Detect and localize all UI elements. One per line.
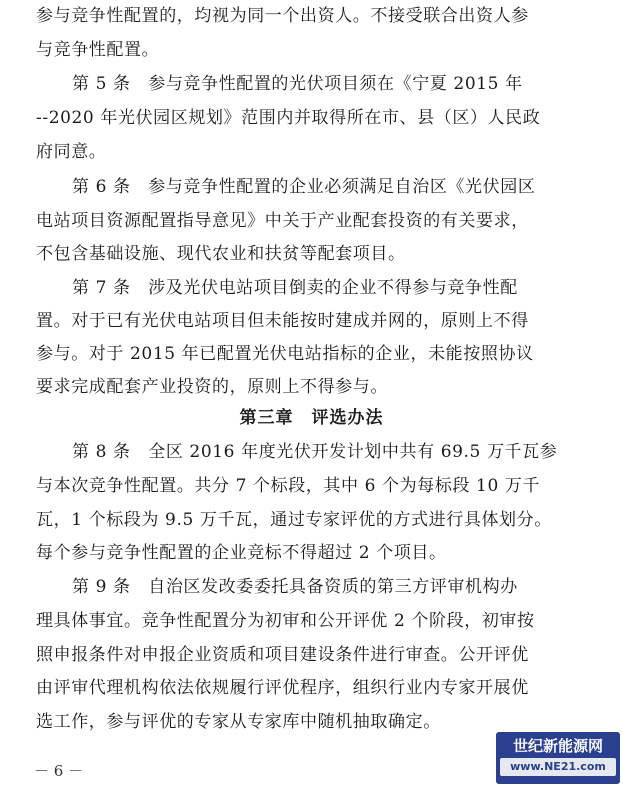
- article-8-line: 第 8 条 全区 2016 年度光伏开发计划中共有 69.5 万千瓦参: [72, 442, 558, 462]
- body-text-line: 电站项目资源配置指导意见》中关于产业配套投资的有关要求，: [36, 211, 529, 231]
- body-text-line: 府同意。: [36, 142, 107, 162]
- body-text-line: 每个参与竞争性配置的企业竞标不得超过 2 个项目。: [36, 543, 447, 563]
- watermark-title: 世纪新能源网: [512, 737, 603, 755]
- site-watermark-logo: [496, 732, 620, 784]
- body-text-line: 理具体事宜。竞争性配置分为初审和公开评优 2 个阶段，初审按: [36, 611, 535, 631]
- article-7-line: 第 7 条 涉及光伏电站项目倒卖的企业不得参与竞争性配: [72, 278, 518, 298]
- article-9-line: 第 9 条 自治区发改委委托具备资质的第三方评审机构办: [72, 577, 518, 597]
- body-text-line: 照申报条件对申报企业资质和项目建设条件进行审查。公开评优: [36, 645, 529, 665]
- article-5-line: 第 5 条 参与竞争性配置的光伏项目须在《宁夏 2015 年: [72, 74, 523, 94]
- body-text-line: 不包含基础设施、现代农业和扶贫等配套项目。: [36, 244, 406, 264]
- article-6-line: 第 6 条 参与竞争性配置的企业必须满足自治区《光伏园区: [72, 177, 536, 197]
- body-text-line: 参与竞争性配置的，均视为同一个出资人。不接受联合出资人参: [36, 6, 529, 26]
- body-text-line: 选工作，参与评优的专家从专家库中随机抽取确定。: [36, 712, 441, 732]
- body-text-line: 与本次竞争性配置。共分 7 个标段，其中 6 个为每标段 10 万千: [36, 476, 541, 496]
- watermark-url: www.NE21.com: [500, 758, 616, 776]
- body-text-line: 由评审代理机构依法依规履行评优程序，组织行业内专家开展优: [36, 678, 529, 698]
- chapter-heading: 第三章 评选办法: [239, 408, 384, 428]
- page-number: － 6 －: [34, 762, 84, 780]
- body-text-line: --2020 年光伏园区规划》范围内并取得所在市、县（区）人民政: [36, 108, 541, 128]
- body-text-line: 要求完成配套产业投资的，原则上不得参与。: [36, 377, 388, 397]
- body-text-line: 瓦，1 个标段为 9.5 万千瓦，通过专家评优的方式进行具体划分。: [36, 510, 552, 530]
- body-text-line: 置。对于已有光伏电站项目但未能按时建成并网的，原则上不得: [36, 311, 529, 331]
- body-text-line: 参与。对于 2015 年已配置光伏电站指标的企业，未能按照协议: [36, 344, 534, 364]
- body-text-line: 与竞争性配置。: [36, 40, 160, 60]
